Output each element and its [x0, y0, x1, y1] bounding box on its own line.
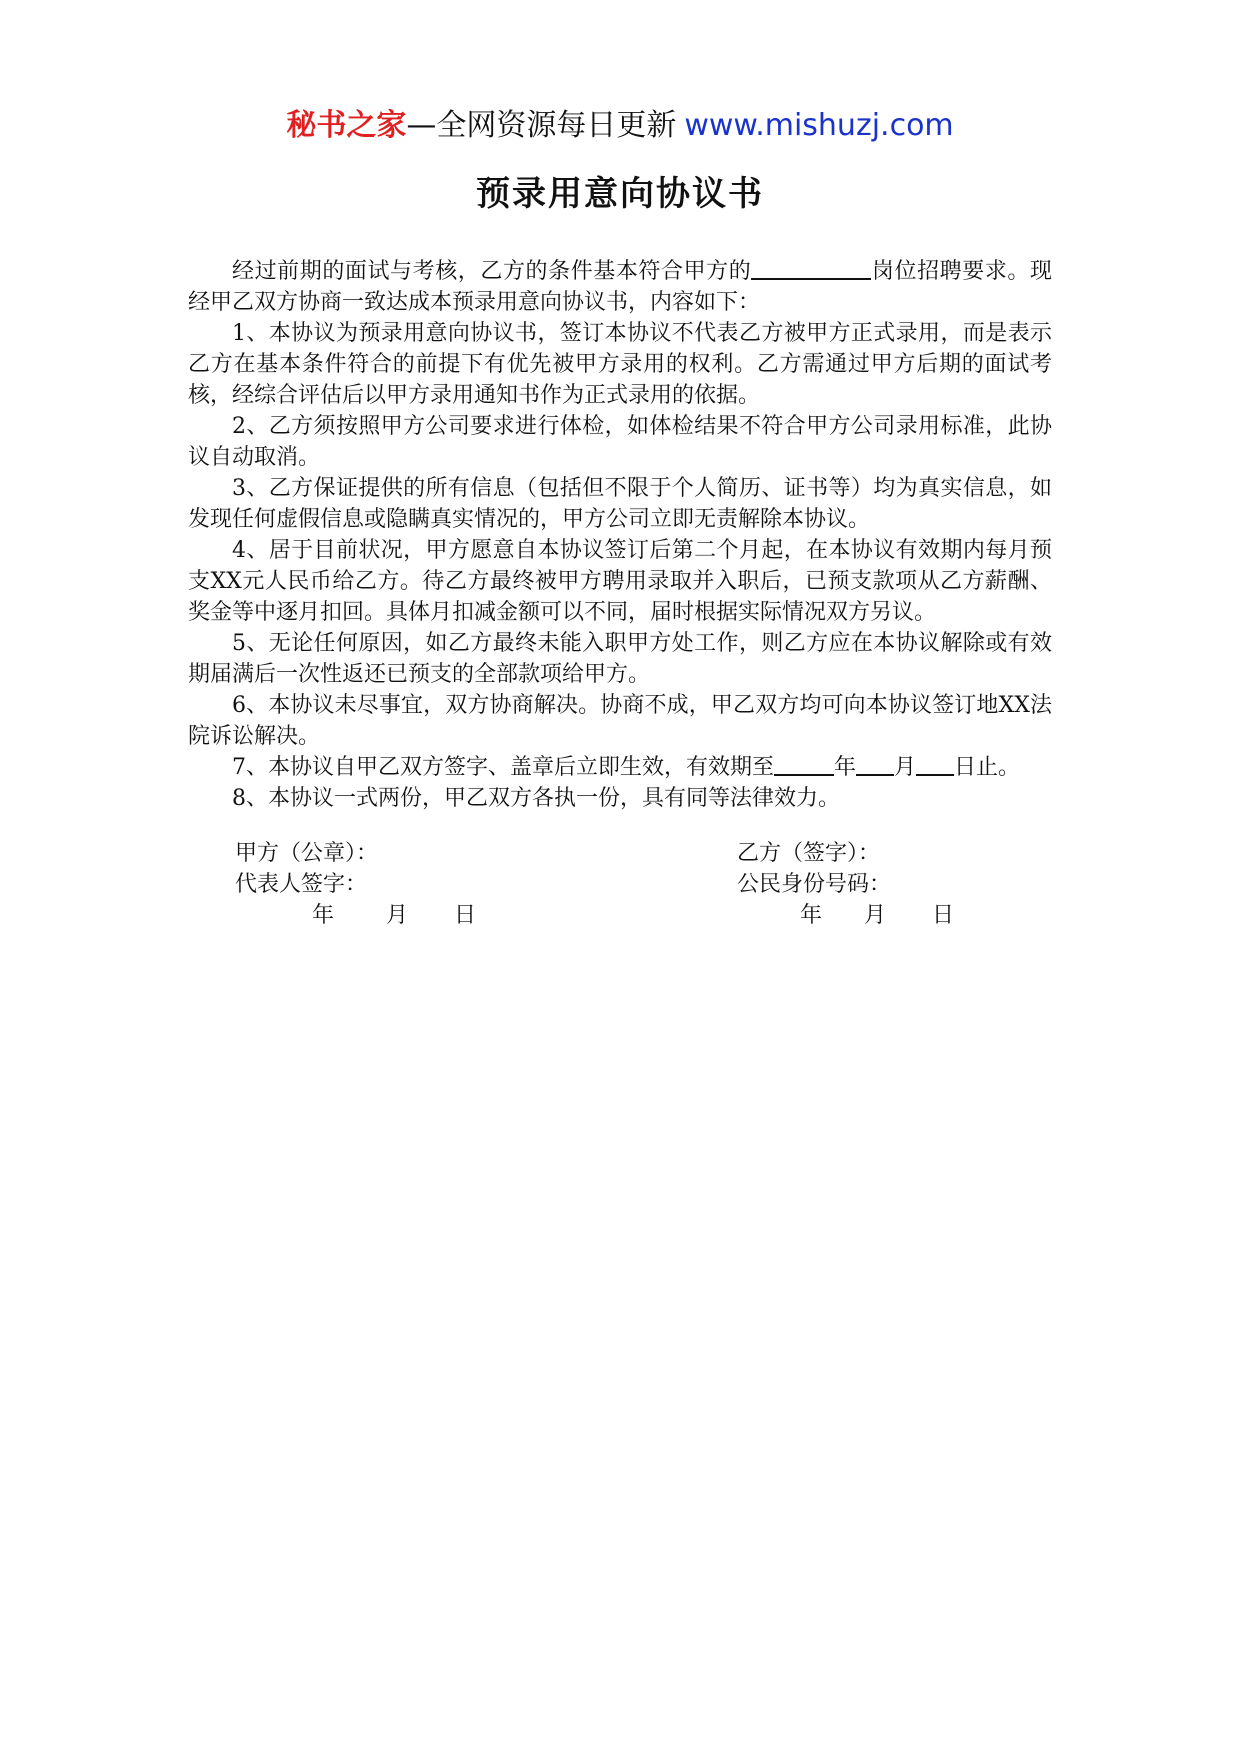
position-blank: [751, 258, 871, 280]
day-blank: [916, 754, 954, 776]
party-b-sign-label: 乙方（签字）：: [737, 841, 881, 866]
clause-8: 8、本协议一式两份，甲乙双方各执一份，具有同等法律效力。: [232, 786, 840, 811]
party-b-date: 年 月 日: [800, 903, 955, 928]
month-blank: [856, 754, 894, 776]
clause-2: 2、乙方须按照甲方公司要求进行体检，如体检结果不符合甲方公司录用标准，此协议自动取消。: [188, 414, 1052, 470]
site-header: [0, 100, 1240, 144]
clause-1: 1、本协议为预录用意向协议书，签订本协议不代表乙方被甲方正式录用，而是表示乙方在基本条件符合的前提下有优先被甲方录用的权利。乙方需通过甲方后期的面试考核，经综合评估后以甲方录用通知书作为正式录用的依据。: [188, 321, 1052, 408]
agreement-body: [188, 256, 1052, 814]
clause-7: 7、本协议自甲乙双方签字、盖章后立即生效，有效期至 年 月 日止。: [232, 755, 1021, 780]
year-blank: [774, 754, 834, 776]
site-url[interactable]: www.mishuzj.com: [684, 108, 954, 143]
document-title: 预录用意向协议书: [476, 174, 764, 214]
party-b-id-label: 公民身份号码：: [737, 872, 892, 897]
clause-4: 4、居于目前状况，甲方愿意自本协议签订后第二个月起，在本协议有效期内每月预支XX元人民币给乙方。待乙方最终被甲方聘用录取并入职后，已预支款项从乙方薪酬、奖金等中逐月扣回。具体月扣减金额可以不同，届时根据实际情况双方另议。: [188, 538, 1052, 625]
header-tagline: —全网资源每日更新: [406, 108, 677, 143]
party-a-rep-label: 代表人签字：: [235, 872, 368, 897]
party-a-seal-label: 甲方（公章）：: [235, 841, 379, 866]
clause-6: 6、本协议未尽事宜，双方协商解决。协商不成，甲乙双方均可向本协议签订地XX法院诉讼解决。: [188, 693, 1052, 749]
party-a-date: 年 月 日: [312, 903, 477, 928]
clause-5: 5、无论任何原因，如乙方最终未能入职甲方处工作，则乙方应在本协议解除或有效期届满后一次性返还已预支的全部款项给甲方。: [188, 631, 1052, 687]
intro-paragraph: 经过前期的面试与考核，乙方的条件基本符合甲方的 岗位招聘要求。现经甲乙双方协商一致达成本预录用意向协议书，内容如下：: [188, 259, 1052, 315]
clause-3: 3、乙方保证提供的所有信息（包括但不限于个人简历、证书等）均为真实信息，如发现任何虚假信息或隐瞒真实情况的，甲方公司立即无责解除本协议。: [188, 476, 1052, 532]
brand-name: 秘书之家: [286, 108, 407, 143]
